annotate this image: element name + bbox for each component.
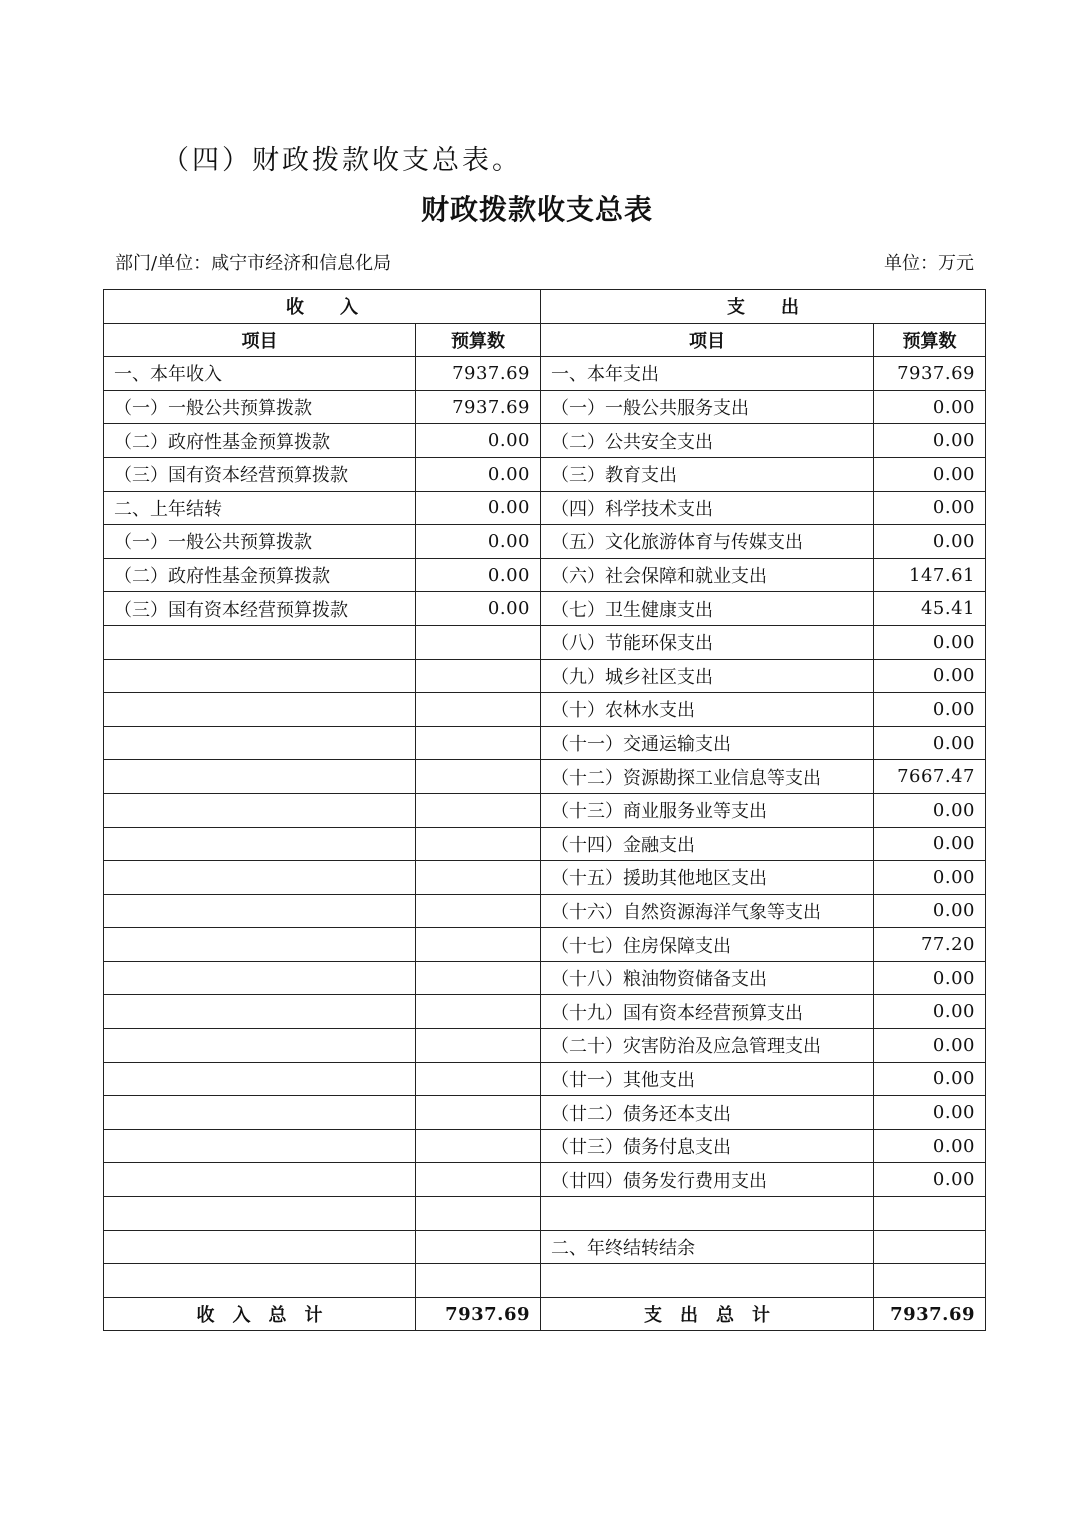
- income-value-cell: 0.00: [416, 491, 541, 525]
- expense-value-cell: 0.00: [874, 1062, 986, 1096]
- table-row: [104, 1163, 986, 1197]
- total-row: [104, 1297, 986, 1331]
- income-item-cell: [104, 726, 416, 760]
- expense-value-cell: 0.00: [874, 457, 986, 491]
- table-row: [104, 827, 986, 861]
- expense-value-cell: 0.00: [874, 793, 986, 827]
- budget-table: [103, 289, 986, 1331]
- income-item-cell: [104, 1230, 416, 1264]
- income-value-cell: [416, 995, 541, 1029]
- income-item-cell: [104, 827, 416, 861]
- expense-item-cell: （七）卫生健康支出: [541, 592, 874, 626]
- income-value-cell: [416, 827, 541, 861]
- expense-item-cell: （廿三）债务付息支出: [541, 1129, 874, 1163]
- income-item-cell: （二）政府性基金预算拨款: [104, 558, 416, 592]
- expense-item-cell: （十八）粮油物资储备支出: [541, 961, 874, 995]
- table-row: [104, 894, 986, 928]
- income-item-cell: [104, 1129, 416, 1163]
- table-row: [104, 659, 986, 693]
- income-item-cell: [104, 1029, 416, 1063]
- table-row: [104, 928, 986, 962]
- expense-value-cell: 0.00: [874, 827, 986, 861]
- income-value-cell: [416, 760, 541, 794]
- expense-value-cell: 0.00: [874, 1163, 986, 1197]
- expense-item-cell: （六）社会保障和就业支出: [541, 558, 874, 592]
- income-total-label: 收 入 总 计: [104, 1297, 416, 1331]
- table-row: [104, 491, 986, 525]
- income-value-cell: 7937.69: [416, 390, 541, 424]
- income-item-cell: （一）一般公共预算拨款: [104, 390, 416, 424]
- expense-value-cell: 0.00: [874, 1129, 986, 1163]
- expense-value-cell: 0.00: [874, 659, 986, 693]
- expense-value-cell: 0.00: [874, 525, 986, 559]
- income-item-cell: [104, 693, 416, 727]
- income-value-cell: [416, 659, 541, 693]
- table-row: [104, 861, 986, 895]
- expense-budget-header: 预算数: [874, 323, 986, 357]
- budget-table-body: [104, 290, 986, 1331]
- table-row: [104, 760, 986, 794]
- income-item-cell: [104, 1197, 416, 1231]
- expense-item-cell: （十）农林水支出: [541, 693, 874, 727]
- income-item-cell: [104, 625, 416, 659]
- income-value-cell: [416, 1062, 541, 1096]
- income-budget-header: 预算数: [416, 323, 541, 357]
- income-item-cell: [104, 961, 416, 995]
- column-header-row: [104, 323, 986, 357]
- expense-item-cell: （五）文化旅游体育与传媒支出: [541, 525, 874, 559]
- expense-value-cell: 0.00: [874, 726, 986, 760]
- expense-item-cell: （廿二）债务还本支出: [541, 1096, 874, 1130]
- income-item-cell: [104, 894, 416, 928]
- expense-value-cell: [874, 1197, 986, 1231]
- expense-total-label: 支 出 总 计: [541, 1297, 874, 1331]
- expense-item-cell: （十二）资源勘探工业信息等支出: [541, 760, 874, 794]
- income-item-cell: （三）国有资本经营预算拨款: [104, 592, 416, 626]
- income-value-cell: [416, 693, 541, 727]
- income-value-cell: 0.00: [416, 592, 541, 626]
- expense-value-cell: 45.41: [874, 592, 986, 626]
- expense-item-cell: （廿一）其他支出: [541, 1062, 874, 1096]
- expense-value-cell: [874, 1264, 986, 1298]
- document-title: 财政拨款收支总表: [420, 193, 653, 226]
- expense-item-cell: （十五）援助其他地区支出: [541, 861, 874, 895]
- table-row: [104, 457, 986, 491]
- income-value-cell: [416, 894, 541, 928]
- table-row: [104, 592, 986, 626]
- expense-value-cell: 0.00: [874, 861, 986, 895]
- table-row: [104, 390, 986, 424]
- expense-item-cell: [541, 1197, 874, 1231]
- expense-value-cell: 0.00: [874, 1029, 986, 1063]
- expense-item-cell: 二、年终结转结余: [541, 1230, 874, 1264]
- expense-value-cell: 0.00: [874, 390, 986, 424]
- income-value-cell: [416, 928, 541, 962]
- expense-item-cell: （九）城乡社区支出: [541, 659, 874, 693]
- expense-value-cell: [874, 1230, 986, 1264]
- income-value-cell: [416, 1230, 541, 1264]
- income-value-cell: [416, 1197, 541, 1231]
- income-item-cell: [104, 861, 416, 895]
- income-header: 收 入: [104, 290, 541, 324]
- income-total-value: 7937.69: [416, 1297, 541, 1331]
- table-row: [104, 525, 986, 559]
- expense-item-cell: （十九）国有资本经营预算支出: [541, 995, 874, 1029]
- expense-item-cell: [541, 1264, 874, 1298]
- expense-item-cell: （二十）灾害防治及应急管理支出: [541, 1029, 874, 1063]
- income-value-cell: 7937.69: [416, 357, 541, 391]
- income-item-header: 项目: [104, 323, 416, 357]
- expense-item-cell: （一）一般公共服务支出: [541, 390, 874, 424]
- table-row: [104, 424, 986, 458]
- table-row: [104, 1096, 986, 1130]
- expense-value-cell: 0.00: [874, 491, 986, 525]
- income-item-cell: [104, 659, 416, 693]
- table-row: [104, 726, 986, 760]
- income-item-cell: 二、上年结转: [104, 491, 416, 525]
- expense-item-header: 项目: [541, 323, 874, 357]
- income-value-cell: 0.00: [416, 424, 541, 458]
- expense-item-cell: （十四）金融支出: [541, 827, 874, 861]
- income-item-cell: [104, 1264, 416, 1298]
- income-item-cell: [104, 1163, 416, 1197]
- income-value-cell: [416, 793, 541, 827]
- income-item-cell: （一）一般公共预算拨款: [104, 525, 416, 559]
- income-item-cell: [104, 1062, 416, 1096]
- expense-value-cell: 0.00: [874, 894, 986, 928]
- expense-value-cell: 0.00: [874, 424, 986, 458]
- income-item-cell: [104, 995, 416, 1029]
- table-row: [104, 1129, 986, 1163]
- expense-item-cell: （八）节能环保支出: [541, 625, 874, 659]
- expense-value-cell: 147.61: [874, 558, 986, 592]
- department-label: 部门/单位：咸宁市经济和信息化局: [115, 253, 392, 274]
- expense-value-cell: 0.00: [874, 995, 986, 1029]
- expense-value-cell: 0.00: [874, 1096, 986, 1130]
- income-value-cell: [416, 1129, 541, 1163]
- table-row: [104, 1197, 986, 1231]
- table-row: [104, 1029, 986, 1063]
- table-row: [104, 693, 986, 727]
- expense-total-value: 7937.69: [874, 1297, 986, 1331]
- income-value-cell: [416, 961, 541, 995]
- income-value-cell: [416, 1096, 541, 1130]
- table-row: [104, 961, 986, 995]
- income-value-cell: [416, 625, 541, 659]
- expense-value-cell: 7667.47: [874, 760, 986, 794]
- expense-item-cell: （十七）住房保障支出: [541, 928, 874, 962]
- income-value-cell: 0.00: [416, 457, 541, 491]
- income-value-cell: [416, 861, 541, 895]
- expense-value-cell: 7937.69: [874, 357, 986, 391]
- table-row: [104, 1230, 986, 1264]
- income-item-cell: [104, 760, 416, 794]
- expense-item-cell: （四）科学技术支出: [541, 491, 874, 525]
- income-value-cell: 0.00: [416, 558, 541, 592]
- table-row: [104, 1062, 986, 1096]
- income-item-cell: [104, 1096, 416, 1130]
- income-value-cell: [416, 726, 541, 760]
- unit-label: 单位：万元: [884, 253, 974, 274]
- expense-value-cell: 77.20: [874, 928, 986, 962]
- expense-item-cell: 一、本年支出: [541, 357, 874, 391]
- income-value-cell: 0.00: [416, 525, 541, 559]
- expense-item-cell: （三）教育支出: [541, 457, 874, 491]
- table-row: [104, 995, 986, 1029]
- income-value-cell: [416, 1029, 541, 1063]
- expense-value-cell: 0.00: [874, 961, 986, 995]
- expense-item-cell: （十三）商业服务业等支出: [541, 793, 874, 827]
- expense-item-cell: （廿四）债务发行费用支出: [541, 1163, 874, 1197]
- expense-value-cell: 0.00: [874, 693, 986, 727]
- section-heading: （四）财政拨款收支总表。: [162, 145, 522, 176]
- expense-header: 支 出: [541, 290, 986, 324]
- section-header-row: [104, 290, 986, 324]
- income-item-cell: 一、本年收入: [104, 357, 416, 391]
- income-item-cell: （三）国有资本经营预算拨款: [104, 457, 416, 491]
- income-item-cell: （二）政府性基金预算拨款: [104, 424, 416, 458]
- table-row: [104, 793, 986, 827]
- table-row: [104, 558, 986, 592]
- income-value-cell: [416, 1264, 541, 1298]
- expense-item-cell: （十六）自然资源海洋气象等支出: [541, 894, 874, 928]
- expense-item-cell: （十一）交通运输支出: [541, 726, 874, 760]
- expense-value-cell: 0.00: [874, 625, 986, 659]
- table-row: [104, 357, 986, 391]
- income-item-cell: [104, 793, 416, 827]
- income-value-cell: [416, 1163, 541, 1197]
- income-item-cell: [104, 928, 416, 962]
- table-row: [104, 625, 986, 659]
- table-row: [104, 1264, 986, 1298]
- expense-item-cell: （二）公共安全支出: [541, 424, 874, 458]
